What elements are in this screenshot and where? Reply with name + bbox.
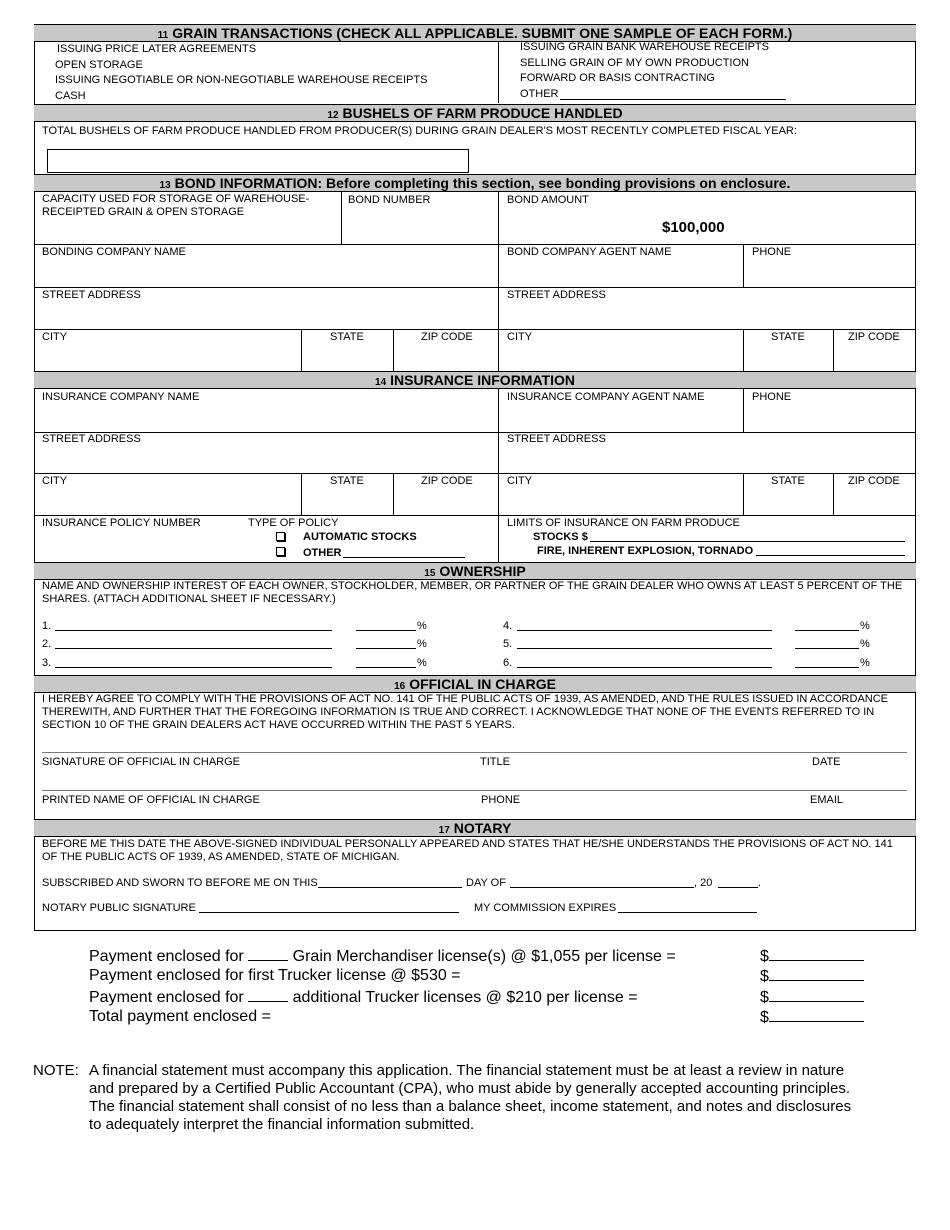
pct-sign: %	[860, 620, 870, 632]
dollar-sign: $	[760, 1009, 769, 1026]
section-title: OFFICIAL IN CHARGE	[409, 676, 556, 692]
pct-sign: %	[860, 638, 870, 650]
option-open-storage[interactable]: OPEN STORAGE	[55, 59, 143, 71]
insurance-agent-city-label: CITY	[507, 475, 533, 487]
divider	[833, 329, 834, 371]
automatic-stocks-label: AUTOMATIC STOCKS	[303, 531, 417, 543]
insurance-agent-label: INSURANCE COMPANY AGENT NAME	[507, 391, 705, 403]
owner-name-line[interactable]	[517, 667, 772, 668]
owner-pct-line[interactable]	[356, 667, 416, 668]
pct-sign: %	[417, 620, 427, 632]
bond-street-label: STREET ADDRESS	[42, 289, 141, 301]
title-label: TITLE	[480, 756, 510, 768]
bond-agent-street-label: STREET ADDRESS	[507, 289, 606, 301]
divider	[498, 388, 499, 562]
section-number: 14	[375, 377, 387, 388]
note-label: NOTE:	[33, 1062, 79, 1079]
divider	[393, 473, 394, 515]
sworn-period: .	[758, 877, 762, 889]
printed-name-label: PRINTED NAME OF OFFICIAL IN CHARGE	[42, 794, 260, 806]
divider	[34, 287, 916, 288]
divider	[833, 473, 834, 515]
payment-total: Total payment enclosed =	[89, 1008, 271, 1025]
email-label: EMAIL	[810, 794, 844, 806]
section-number: 16	[394, 681, 406, 692]
dollar-sign: $	[760, 968, 769, 985]
fire-line[interactable]	[756, 555, 905, 556]
owner-row-number: 3.	[42, 657, 52, 669]
date-label: DATE	[812, 756, 841, 768]
payment-text: Grain Merchandiser license(s) @ $1,055 per license =	[292, 948, 676, 965]
owner-name-line[interactable]	[55, 667, 332, 668]
stocks-line[interactable]	[590, 541, 905, 542]
signature-line[interactable]	[42, 752, 907, 753]
pct-sign: %	[860, 657, 870, 669]
sworn-year-line[interactable]	[718, 887, 758, 888]
stocks-label: STOCKS $	[533, 531, 588, 543]
section-title: BUSHELS OF FARM PRODUCE HANDLED	[342, 105, 623, 121]
divider	[498, 41, 499, 103]
section-number: 13	[159, 180, 171, 191]
bond-zip-label: ZIP CODE	[421, 331, 473, 343]
payment-grain-merchandiser	[89, 946, 676, 967]
owner-pct-line[interactable]	[356, 648, 416, 649]
owner-row-number: 1.	[42, 620, 52, 632]
pct-sign: %	[417, 638, 427, 650]
owner-pct-line[interactable]	[795, 667, 859, 668]
owner-row-number: 5.	[503, 638, 513, 650]
insurance-agent-state-label: STATE	[771, 475, 805, 487]
merchandiser-count-blank[interactable]	[248, 946, 288, 961]
sworn-label: SUBSCRIBED AND SWORN TO BEFORE ME ON THIS	[42, 877, 318, 889]
divider	[498, 191, 499, 371]
other-policy-line[interactable]	[343, 557, 465, 558]
section-13-header	[34, 174, 916, 192]
commission-label: MY COMMISSION EXPIRES	[474, 902, 617, 914]
amount-blank[interactable]	[769, 966, 864, 981]
option-other[interactable]: OTHER	[520, 88, 559, 100]
fire-label: FIRE, INHERENT EXPLOSION, TORNADO	[537, 545, 754, 557]
option-own-production[interactable]: SELLING GRAIN OF MY OWN PRODUCTION	[520, 57, 749, 69]
dollar-sign: $	[760, 989, 769, 1006]
bond-amount-label: BOND AMOUNT	[507, 194, 589, 206]
section-16-header	[34, 675, 916, 693]
policy-type-label: TYPE OF POLICY	[248, 517, 339, 529]
divider	[743, 329, 744, 371]
divider	[301, 329, 302, 371]
policy-number-label: INSURANCE POLICY NUMBER	[42, 517, 201, 529]
bond-agent-zip-label: ZIP CODE	[848, 331, 900, 343]
section-number: 12	[327, 110, 339, 121]
other-policy-checkbox[interactable]	[276, 547, 285, 556]
section-title: INSURANCE INFORMATION	[390, 372, 575, 388]
bond-agent-state-label: STATE	[771, 331, 805, 343]
note-text: A financial statement must accompany this application. The financial statement must be at least a review in nature and prepared by a Certified Public Accountant (CPA), who must abide by generally accepted accounting principles. The financial statement shall consist of no less than a balance sheet, income statement, and notes and disclosures to adequately interpret the financial information submitted.	[89, 1062, 852, 1133]
option-forward-contracting[interactable]: FORWARD OR BASIS CONTRACTING	[520, 72, 715, 84]
payment-text: Payment enclosed for	[89, 989, 244, 1006]
owner-row-number: 4.	[503, 620, 513, 632]
section-number: 11	[157, 30, 169, 41]
ownership-description: NAME AND OWNERSHIP INTEREST OF EACH OWNER, STOCKHOLDER, MEMBER, OR PARTNER OF THE GRAIN DEALER WHO OWNS AT LEAST 5 PERCENT OF THE SHARES. (ATTACH ADDITIONAL SHEET IF NECESSARY.)	[42, 580, 903, 605]
signature-label: SIGNATURE OF OFFICIAL IN CHARGE	[42, 756, 241, 768]
option-grain-bank[interactable]: ISSUING GRAIN BANK WAREHOUSE RECEIPTS	[520, 41, 769, 53]
bushels-description: TOTAL BUSHELS OF FARM PRODUCE HANDLED FROM PRODUCER(S) DURING GRAIN DEALER'S MOST RECENTLY COMPLETED FISCAL YEAR:	[42, 125, 797, 137]
sworn-month-line[interactable]	[510, 887, 694, 888]
section-title: NOTARY	[453, 820, 512, 836]
capacity-label: CAPACITY USED FOR STORAGE OF WAREHOUSE- RECEIPTED GRAIN & OPEN STORAGE	[42, 193, 310, 218]
section-number: 17	[438, 825, 450, 836]
insurance-street-label: STREET ADDRESS	[42, 433, 141, 445]
payment-first-trucker: Payment enclosed for first Trucker license @ $530 =	[89, 967, 461, 984]
section-15-header	[34, 562, 916, 580]
year-prefix: , 20	[694, 877, 713, 889]
commission-line[interactable]	[618, 912, 757, 913]
insurance-city-label: CITY	[42, 475, 68, 487]
section-12-header	[34, 104, 916, 122]
notary-text: BEFORE ME THIS DATE THE ABOVE-SIGNED INDIVIDUAL PERSONALLY APPEARED AND STATES THAT HE/SHE UNDERSTANDS THE PROVISIONS OF ACT NO. 141 OF THE PUBLIC ACTS OF 1939, AS AMENDED, STATE OF MICHIGAN.	[42, 838, 893, 863]
bond-agent-city-label: CITY	[507, 331, 533, 343]
insurance-company-label: INSURANCE COMPANY NAME	[42, 391, 200, 403]
insurance-state-label: STATE	[330, 475, 364, 487]
divider	[34, 432, 916, 433]
payment-additional-trucker	[89, 987, 638, 1008]
bushels-input[interactable]	[47, 149, 469, 173]
insurance-agent-zip-label: ZIP CODE	[848, 475, 900, 487]
bond-amount-value: $100,000	[662, 219, 725, 236]
option-warehouse-receipts[interactable]: ISSUING NEGOTIABLE OR NON-NEGOTIABLE WAREHOUSE RECEIPTS	[55, 74, 428, 86]
amount-blank[interactable]	[769, 987, 864, 1002]
owner-row-number: 6.	[503, 657, 513, 669]
bonding-company-label: BONDING COMPANY NAME	[42, 246, 186, 258]
owner-pct-line[interactable]	[356, 630, 416, 631]
other-policy-label: OTHER	[303, 547, 342, 559]
owner-name-line[interactable]	[55, 630, 332, 631]
bond-number-label: BOND NUMBER	[348, 194, 431, 206]
section-title: BOND INFORMATION: Before completing this section, see bonding provisions on enclosure.	[174, 175, 791, 191]
section-number: 15	[424, 568, 436, 579]
divider	[393, 329, 394, 371]
section-title: GRAIN TRANSACTIONS (CHECK ALL APPLICABLE. SUBMIT ONE SAMPLE OF EACH FORM.)	[172, 25, 793, 41]
amount-first-trucker[interactable]	[760, 966, 864, 987]
dollar-sign: $	[760, 948, 769, 965]
divider	[743, 473, 744, 515]
amount-additional-trucker[interactable]	[760, 987, 864, 1008]
notary-signature-line[interactable]	[199, 912, 459, 913]
bond-phone-label: PHONE	[752, 246, 792, 258]
payment-text: Payment enclosed for	[89, 948, 244, 965]
bond-agent-label: BOND COMPANY AGENT NAME	[507, 246, 672, 258]
insurance-zip-label: ZIP CODE	[421, 475, 473, 487]
other-blank-line[interactable]	[560, 99, 786, 100]
divider	[743, 244, 744, 287]
trucker-count-blank[interactable]	[248, 987, 288, 1002]
bond-state-label: STATE	[330, 331, 364, 343]
divider	[743, 388, 744, 432]
bond-city-label: CITY	[42, 331, 68, 343]
insurance-agent-street-label: STREET ADDRESS	[507, 433, 606, 445]
owner-row-number: 2.	[42, 638, 52, 650]
divider	[301, 473, 302, 515]
payment-text: additional Trucker licenses @ $210 per license =	[292, 989, 638, 1006]
owner-name-line[interactable]	[517, 630, 772, 631]
owner-name-line[interactable]	[55, 648, 332, 649]
amount-blank[interactable]	[769, 946, 864, 961]
amount-blank[interactable]	[769, 1007, 864, 1022]
amount-total[interactable]	[760, 1007, 864, 1028]
section-17-header	[34, 819, 916, 837]
option-price-later[interactable]: ISSUING PRICE LATER AGREEMENTS	[57, 43, 257, 55]
day-of-label: DAY OF	[466, 877, 506, 889]
section-11-header	[34, 24, 916, 42]
option-cash[interactable]: CASH	[55, 90, 86, 102]
insurance-phone-label: PHONE	[752, 391, 792, 403]
owner-name-line[interactable]	[517, 648, 772, 649]
printed-name-line[interactable]	[42, 790, 907, 791]
owner-pct-line[interactable]	[795, 648, 859, 649]
official-phone-label: PHONE	[481, 794, 521, 806]
official-agreement-text: I HEREBY AGREE TO COMPLY WITH THE PROVISIONS OF ACT NO. 141 OF THE PUBLIC ACTS OF 1939, AS AMENDED, AND THE RULES ISSUED IN ACCORDANCE THEREWITH, AND FURTHER THAT THE FOREGOING INFORMATION IS TRUE AND CORRECT. I ACKNOWLEDGE THAT NONE OF THE EVENTS REFERRED TO IN SECTION 10 OF THE GRAIN DEALERS ACT HAVE OCCURRED WITHIN THE PAST 5 YEARS.	[42, 693, 889, 731]
automatic-stocks-checkbox[interactable]	[276, 532, 285, 541]
amount-merchandiser[interactable]	[760, 946, 864, 967]
section-14-header	[34, 371, 916, 389]
pct-sign: %	[417, 657, 427, 669]
section-title: OWNERSHIP	[439, 563, 526, 579]
sworn-day-line[interactable]	[318, 887, 462, 888]
notary-signature-label: NOTARY PUBLIC SIGNATURE	[42, 902, 196, 914]
owner-pct-line[interactable]	[795, 630, 859, 631]
limits-label: LIMITS OF INSURANCE ON FARM PRODUCE	[507, 517, 740, 529]
divider	[341, 191, 342, 244]
